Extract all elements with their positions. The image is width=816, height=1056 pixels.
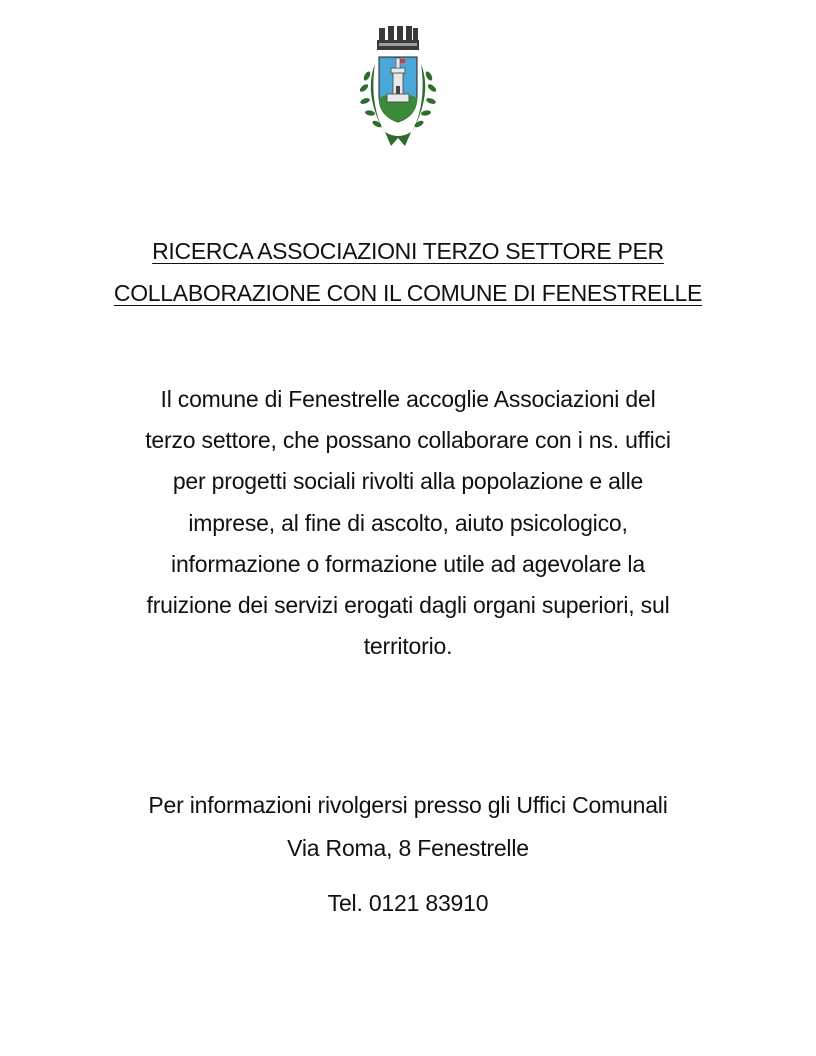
coat-of-arms-icon xyxy=(355,24,441,150)
body-line: per progetti sociali rivolti alla popolazione e alle xyxy=(172,468,644,495)
body-line: terzo settore, che possano collaborare con i ns. uffici xyxy=(145,427,671,454)
body-line: territorio. xyxy=(363,633,453,660)
body-line: informazione o formazione utile ad agevolare la xyxy=(171,550,645,577)
title-line-2: COLLABORAZIONE CON IL COMUNE DI FENESTRELLE xyxy=(113,280,703,306)
crown-icon xyxy=(377,26,419,50)
title-line-1: RICERCA ASSOCIAZIONI TERZO SETTORE PER xyxy=(152,238,664,264)
contact-address: Via Roma, 8 Fenestrelle xyxy=(287,835,529,861)
announcement-body xyxy=(60,379,756,667)
body-line: fruizione dei servizi erogati dagli organi superiori, sul xyxy=(146,592,670,619)
contact-phone: Tel. 0121 83910 xyxy=(327,890,489,916)
contact-info-line: Per informazioni rivolgersi presso gli Uffici Comunali xyxy=(148,792,668,818)
body-line: Il comune di Fenestrelle accoglie Associazioni del xyxy=(160,386,656,412)
shield-icon xyxy=(379,57,417,122)
body-line: imprese, al fine di ascolto, aiuto psicologico, xyxy=(188,509,628,536)
ribbon-icon xyxy=(385,132,411,146)
document-title xyxy=(40,230,776,314)
